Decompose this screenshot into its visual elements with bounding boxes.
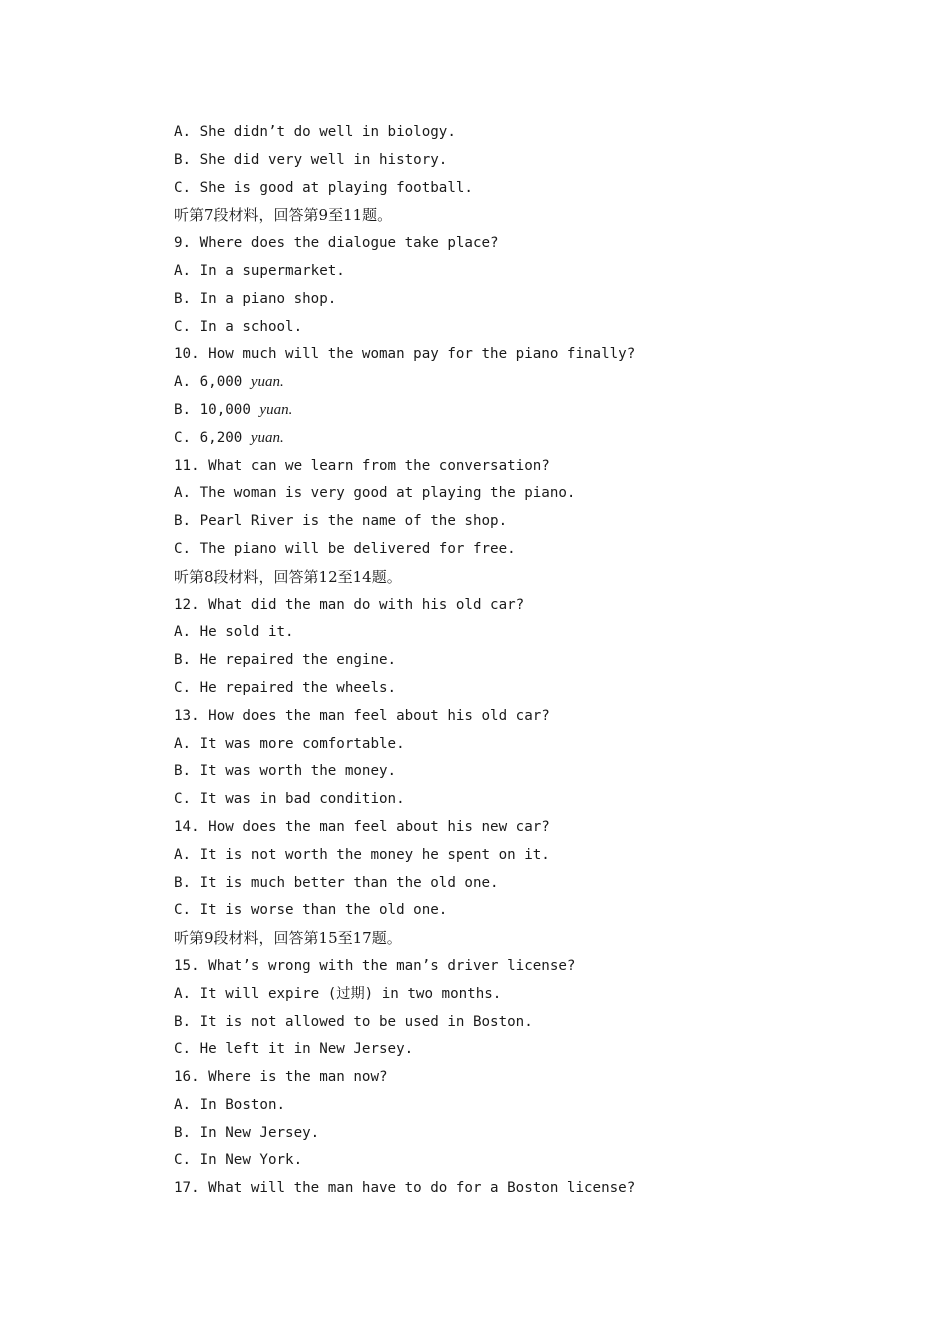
section-heading — [174, 202, 874, 230]
line-text: B. 10,000 — [174, 401, 260, 418]
answer-option — [174, 119, 874, 147]
line-text: C. He repaired the wheels. — [174, 679, 397, 696]
question-text — [174, 703, 874, 731]
answer-option — [174, 1120, 874, 1148]
answer-option — [174, 786, 874, 814]
line-text: C. She is good at playing football. — [174, 179, 473, 196]
currency-unit: yuan. — [250, 374, 284, 391]
question-text — [174, 1175, 874, 1203]
line-text: B. It was worth the money. — [174, 763, 397, 780]
answer-option — [174, 731, 874, 759]
line-text: 11. What can we learn from the conversation? — [174, 457, 550, 474]
question-text — [174, 814, 874, 842]
line-text: B. Pearl River is the name of the shop. — [174, 513, 508, 530]
line-text: 听第7段材料，回答第9至11题。 — [174, 206, 393, 225]
answer-option — [174, 1009, 874, 1037]
answer-option — [174, 758, 874, 786]
answer-option — [174, 897, 874, 925]
answer-option — [174, 619, 874, 647]
answer-option — [174, 842, 874, 870]
answer-option — [174, 147, 874, 175]
line-text: A. The woman is very good at playing the piano. — [174, 485, 576, 502]
line-text: A. In a supermarket. — [174, 262, 345, 279]
line-text: A. It is not worth the money he spent on it. — [174, 846, 550, 863]
line-text: C. In New York. — [174, 1152, 303, 1169]
answer-option — [174, 314, 874, 342]
line-text: A. He sold it. — [174, 624, 294, 641]
answer-option — [174, 870, 874, 898]
question-text — [174, 953, 874, 981]
answer-option — [174, 1147, 874, 1175]
answer-option — [174, 1036, 874, 1064]
line-text: A. She didn’t do well in biology. — [174, 124, 456, 140]
line-text: B. It is much better than the old one. — [174, 874, 499, 891]
question-text — [174, 1064, 874, 1092]
line-text: 9. Where does the dialogue take place? — [174, 235, 499, 252]
answer-option — [174, 981, 874, 1009]
line-text: C. It was in bad condition. — [174, 791, 405, 808]
line-text: 听第8段材料，回答第12至14题。 — [174, 567, 402, 586]
line-text: 10. How much will the woman pay for the piano finally? — [174, 346, 636, 363]
question-list — [174, 119, 874, 1203]
answer-option — [174, 175, 874, 203]
line-text: A. It was more comfortable. — [174, 735, 405, 752]
line-text: C. 6,200 — [174, 429, 251, 446]
line-text: 14. How does the man feel about his new car? — [174, 818, 550, 835]
line-text: 15. What’s wrong with the man’s driver license? — [174, 957, 576, 974]
answer-option — [174, 369, 874, 397]
line-text: A. It will expire (过期) in two months. — [174, 985, 502, 1002]
line-text: B. He repaired the engine. — [174, 652, 397, 669]
line-text: C. The piano will be delivered for free. — [174, 540, 516, 557]
answer-option — [174, 286, 874, 314]
answer-option — [174, 647, 874, 675]
answer-option — [174, 258, 874, 286]
section-heading — [174, 564, 874, 592]
line-text: 听第9段材料，回答第15至17题。 — [174, 929, 402, 948]
question-text — [174, 592, 874, 620]
answer-option — [174, 397, 874, 425]
line-text: B. In a piano shop. — [174, 290, 337, 307]
line-text: C. In a school. — [174, 318, 303, 335]
currency-unit: yuan. — [250, 429, 284, 446]
currency-unit: yuan. — [259, 401, 293, 418]
line-text: C. He left it in New Jersey. — [174, 1041, 414, 1058]
line-text: B. In New Jersey. — [174, 1124, 320, 1141]
section-heading — [174, 925, 874, 953]
question-text — [174, 230, 874, 258]
answer-option — [174, 1092, 874, 1120]
line-text: C. It is worse than the old one. — [174, 902, 448, 919]
answer-option — [174, 675, 874, 703]
question-text — [174, 453, 874, 481]
line-text: A. In Boston. — [174, 1096, 286, 1113]
question-text — [174, 341, 874, 369]
line-text: A. 6,000 — [174, 374, 251, 391]
line-text: B. It is not allowed to be used in Boston. — [174, 1013, 533, 1030]
line-text: 16. Where is the man now? — [174, 1069, 388, 1086]
answer-option — [174, 536, 874, 564]
line-text: 17. What will the man have to do for a Boston license? — [174, 1180, 636, 1197]
answer-option — [174, 425, 874, 453]
answer-option — [174, 508, 874, 536]
line-text: 13. How does the man feel about his old car? — [174, 707, 550, 724]
line-text: B. She did very well in history. — [174, 151, 448, 168]
answer-option — [174, 480, 874, 508]
line-text: 12. What did the man do with his old car? — [174, 596, 525, 613]
